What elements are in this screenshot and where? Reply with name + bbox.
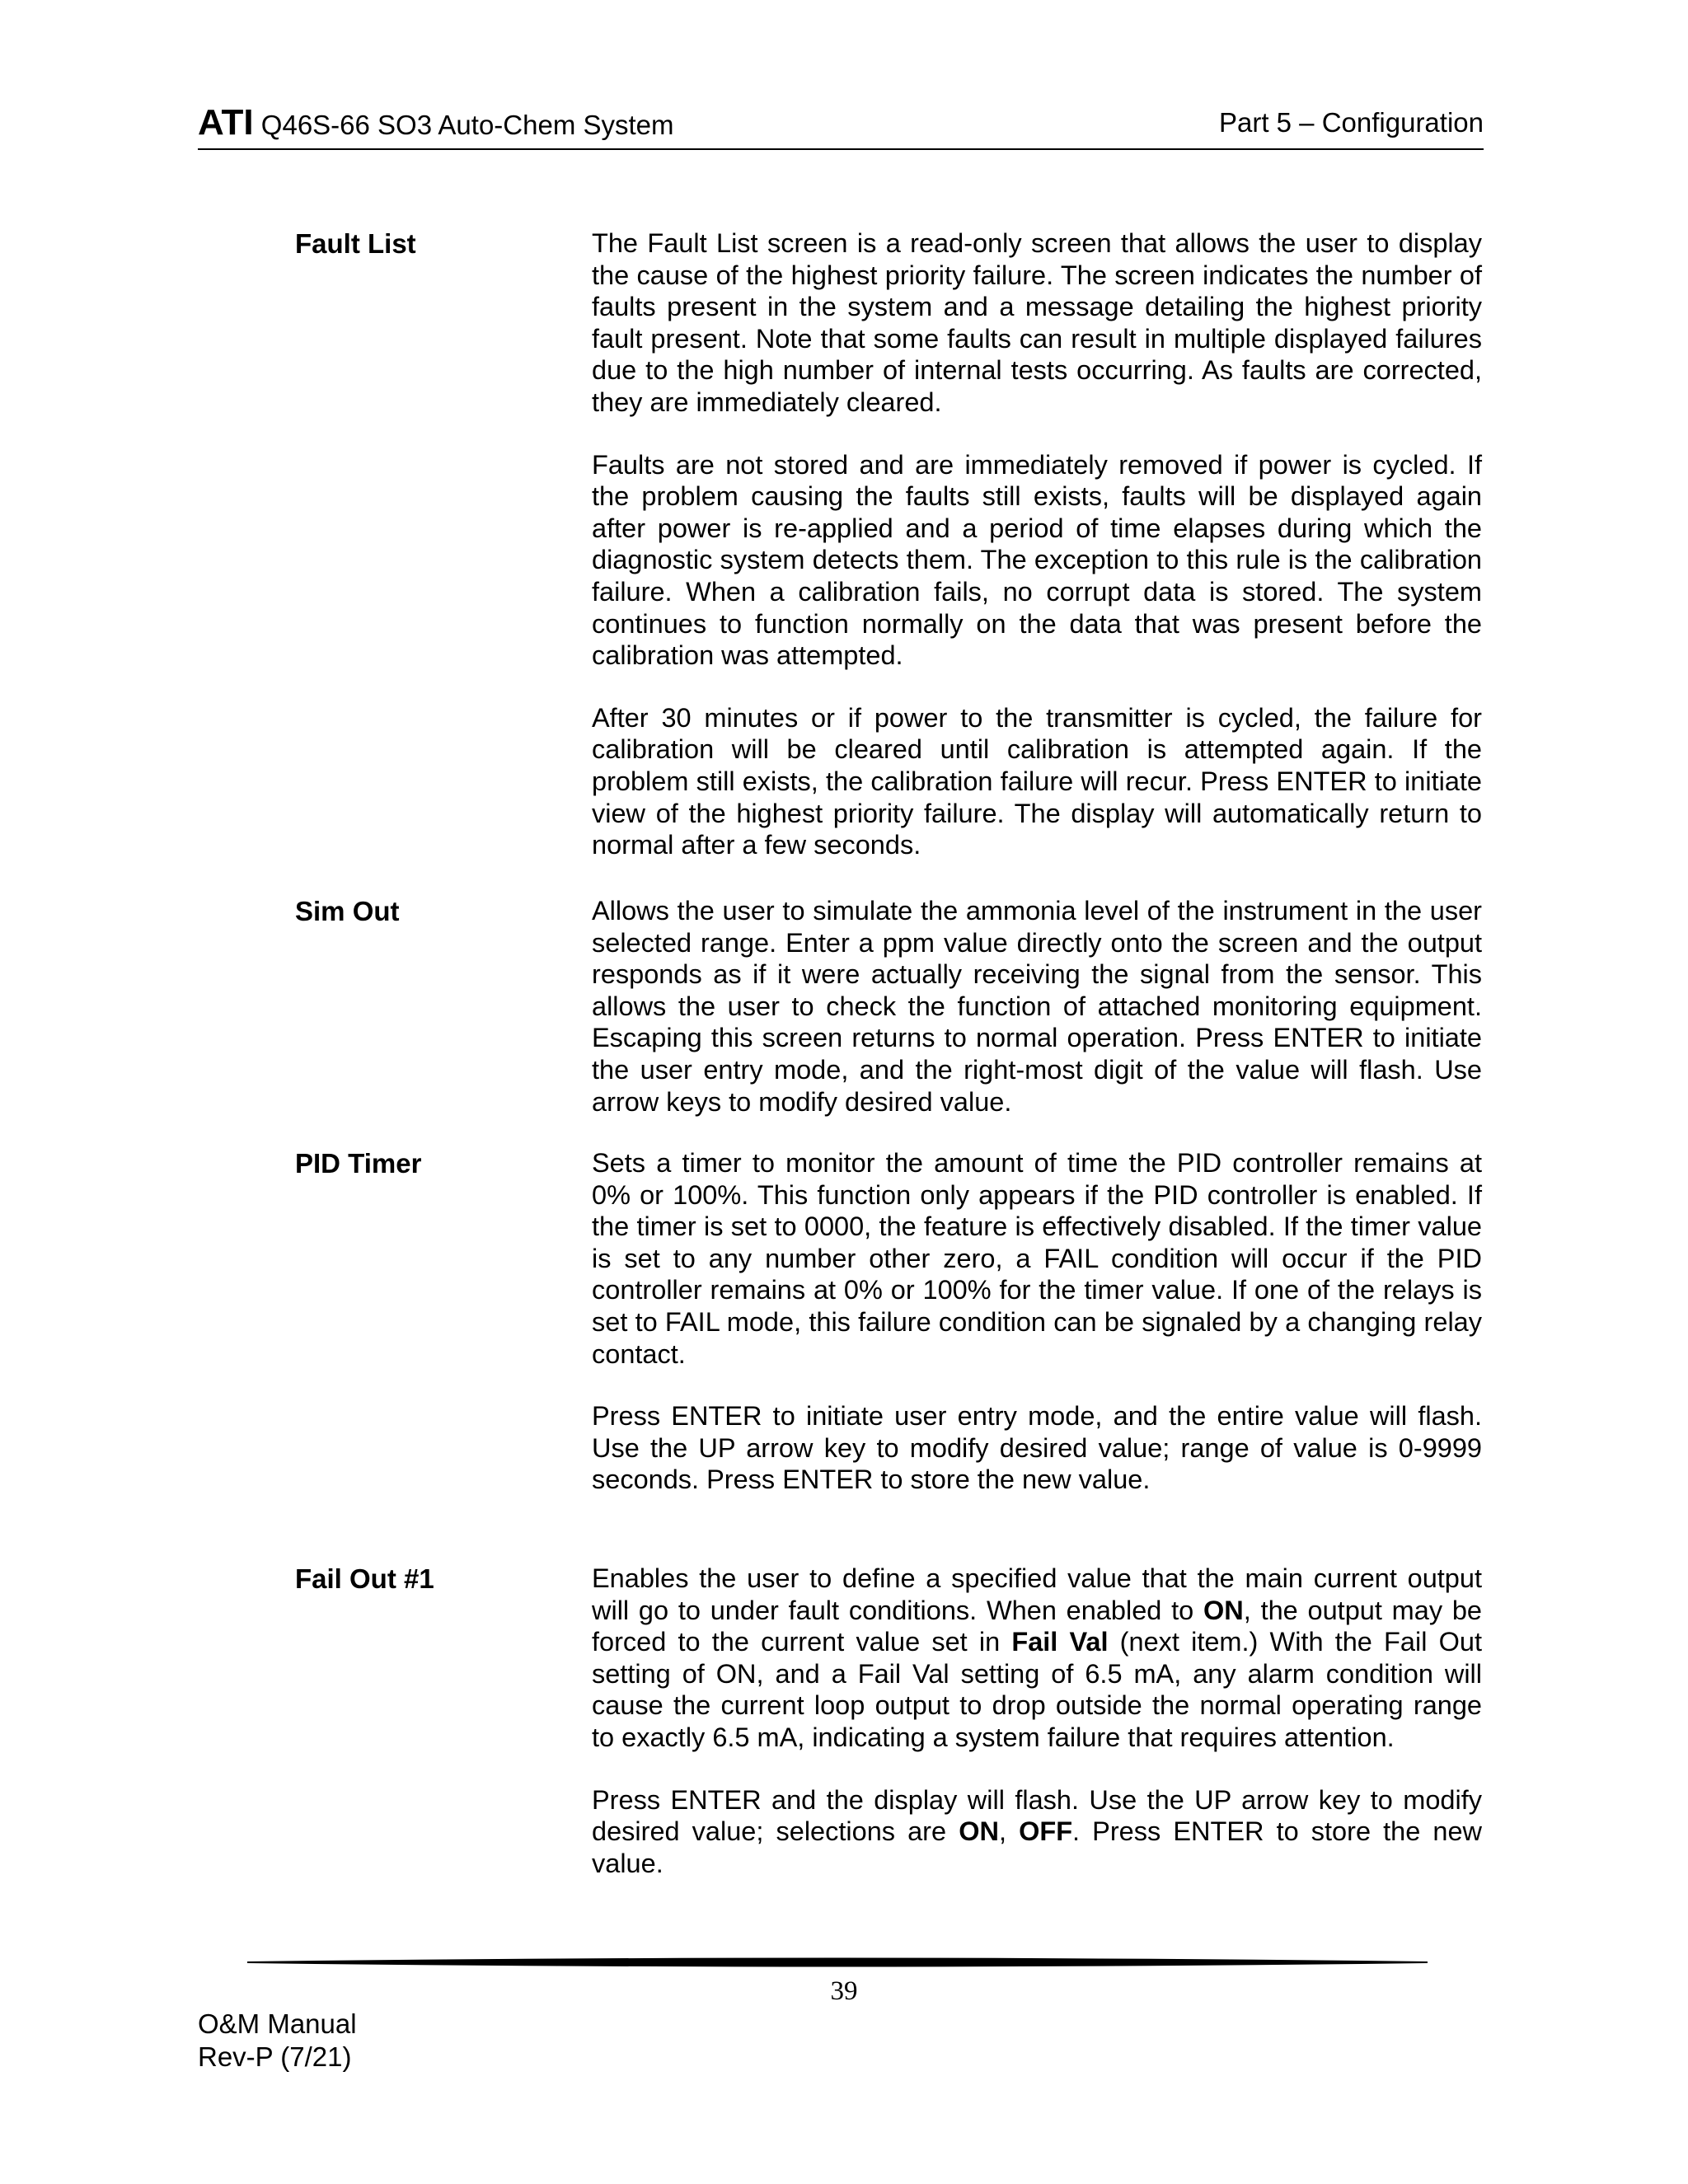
- sim-out-paragraph: Allows the user to simulate the ammonia level of the instrument in the user selected range. Enter a ppm value directly onto the screen and the output responds as if it were actually receiving the signal from the sensor. This allows the user to check the function of attached monitoring equipment. Escaping this screen returns to normal operation. Press ENTER to initiate the user entry mode, and the right-most digit of the value will flash. Use arrow keys to modify desired value.: [592, 896, 1482, 1117]
- document-title: Q46S-66 SO3 Auto-Chem System: [260, 110, 674, 140]
- text-run: . Press ENTER to store the new value.: [592, 1816, 1482, 1878]
- pid-timer-paragraph: Sets a timer to monitor the amount of time the PID controller remains at 0% or 100%. This function only appears if the PID controller is enabled. If the timer is set to 0000, the feature is effectively disabled. If the timer value is set to any number other zero, a FAIL condition will occur if the PID controller remains at 0% or 100% for the timer value. If one of the relays is set to FAIL mode, this failure condition can be signaled by a changing relay contact.: [592, 1148, 1482, 1369]
- text-run: Press ENTER and the display will flash. Use the UP arrow key to modify desired value; selections are: [592, 1784, 1482, 1847]
- page-number: 39: [830, 1976, 858, 2006]
- fault-list-description: [592, 227, 1482, 892]
- pid-timer-paragraph: Press ENTER to initiate user entry mode, and the entire value will flash. Use the UP arrow key to modify desired value; range of value is 0-9999 seconds. Press ENTER to store the new value.: [592, 1401, 1482, 1495]
- keyword-on: ON: [1203, 1595, 1244, 1625]
- text-run: , the output may be forced to the current value set in: [592, 1595, 1482, 1657]
- sim-out-term: Sim Out: [295, 896, 400, 926]
- text-run: ,: [998, 1816, 1020, 1847]
- keyword-off: OFF: [1019, 1816, 1073, 1847]
- text-run: Enables the user to define a specified value that the main current output will go to under fault conditions. When enabled to: [592, 1563, 1482, 1625]
- manual-name: O&M Manual: [198, 2008, 357, 2039]
- text-run: (next item.) With the Fail Out setting of ON, and a Fail Val setting of 6.5 mA, any alarm condition will cause the current loop output to drop outside the normal operating range to exactly 6.5 mA, indicating a system failure that requires attention.: [592, 1627, 1482, 1752]
- section-title: Part 5 – Configuration: [1218, 107, 1484, 138]
- fail-out-paragraph: [592, 1784, 1482, 1880]
- sim-out-description: [592, 895, 1482, 1148]
- footer-info: [198, 2008, 357, 2074]
- fault-list-paragraph: Faults are not stored and are immediately removed if power is cycled. If the problem causing the faults still exists, faults will be displayed again after power is re-applied and a period of time elapses during which the diagnostic system detects them. The exception to this rule is the calibration failure. When a calibration fails, no corrupt data is stored. The system continues to function normally on the data that was present before the calibration was attempted.: [592, 449, 1482, 671]
- keyword-fail-val: Fail Val: [1011, 1627, 1109, 1657]
- pid-timer-description: [592, 1147, 1482, 1526]
- pid-timer-term: PID Timer: [295, 1148, 422, 1179]
- fail-out-description: [592, 1563, 1482, 1910]
- brand-logo-text: ATI: [198, 102, 254, 143]
- footer-divider: [247, 1956, 1428, 1969]
- fault-list-paragraph: After 30 minutes or if power to the transmitter is cycled, the failure for calibration will be cleared until calibration is attempted again. If the problem still exists, the calibration failure will recur. Press ENTER to initiate view of the highest priority failure. The display will automatically return to normal after a few seconds.: [592, 702, 1482, 860]
- page-header: [198, 102, 1484, 150]
- revision-label: Rev-P (7/21): [198, 2041, 352, 2072]
- fault-list-term: Fault List: [295, 228, 416, 259]
- keyword-on: ON: [959, 1816, 999, 1847]
- fault-list-paragraph: The Fault List screen is a read-only screen that allows the user to display the cause of the highest priority failure. The screen indicates the number of faults present in the system and a message detailing the highest priority fault present. Note that some faults can result in multiple displayed failures due to the high number of internal tests occurring. As faults are corrected, they are immediately cleared.: [592, 228, 1482, 417]
- fail-out-paragraph: [592, 1563, 1482, 1754]
- fail-out-term: Fail Out #1: [295, 1563, 434, 1594]
- header-title-group: [198, 102, 674, 146]
